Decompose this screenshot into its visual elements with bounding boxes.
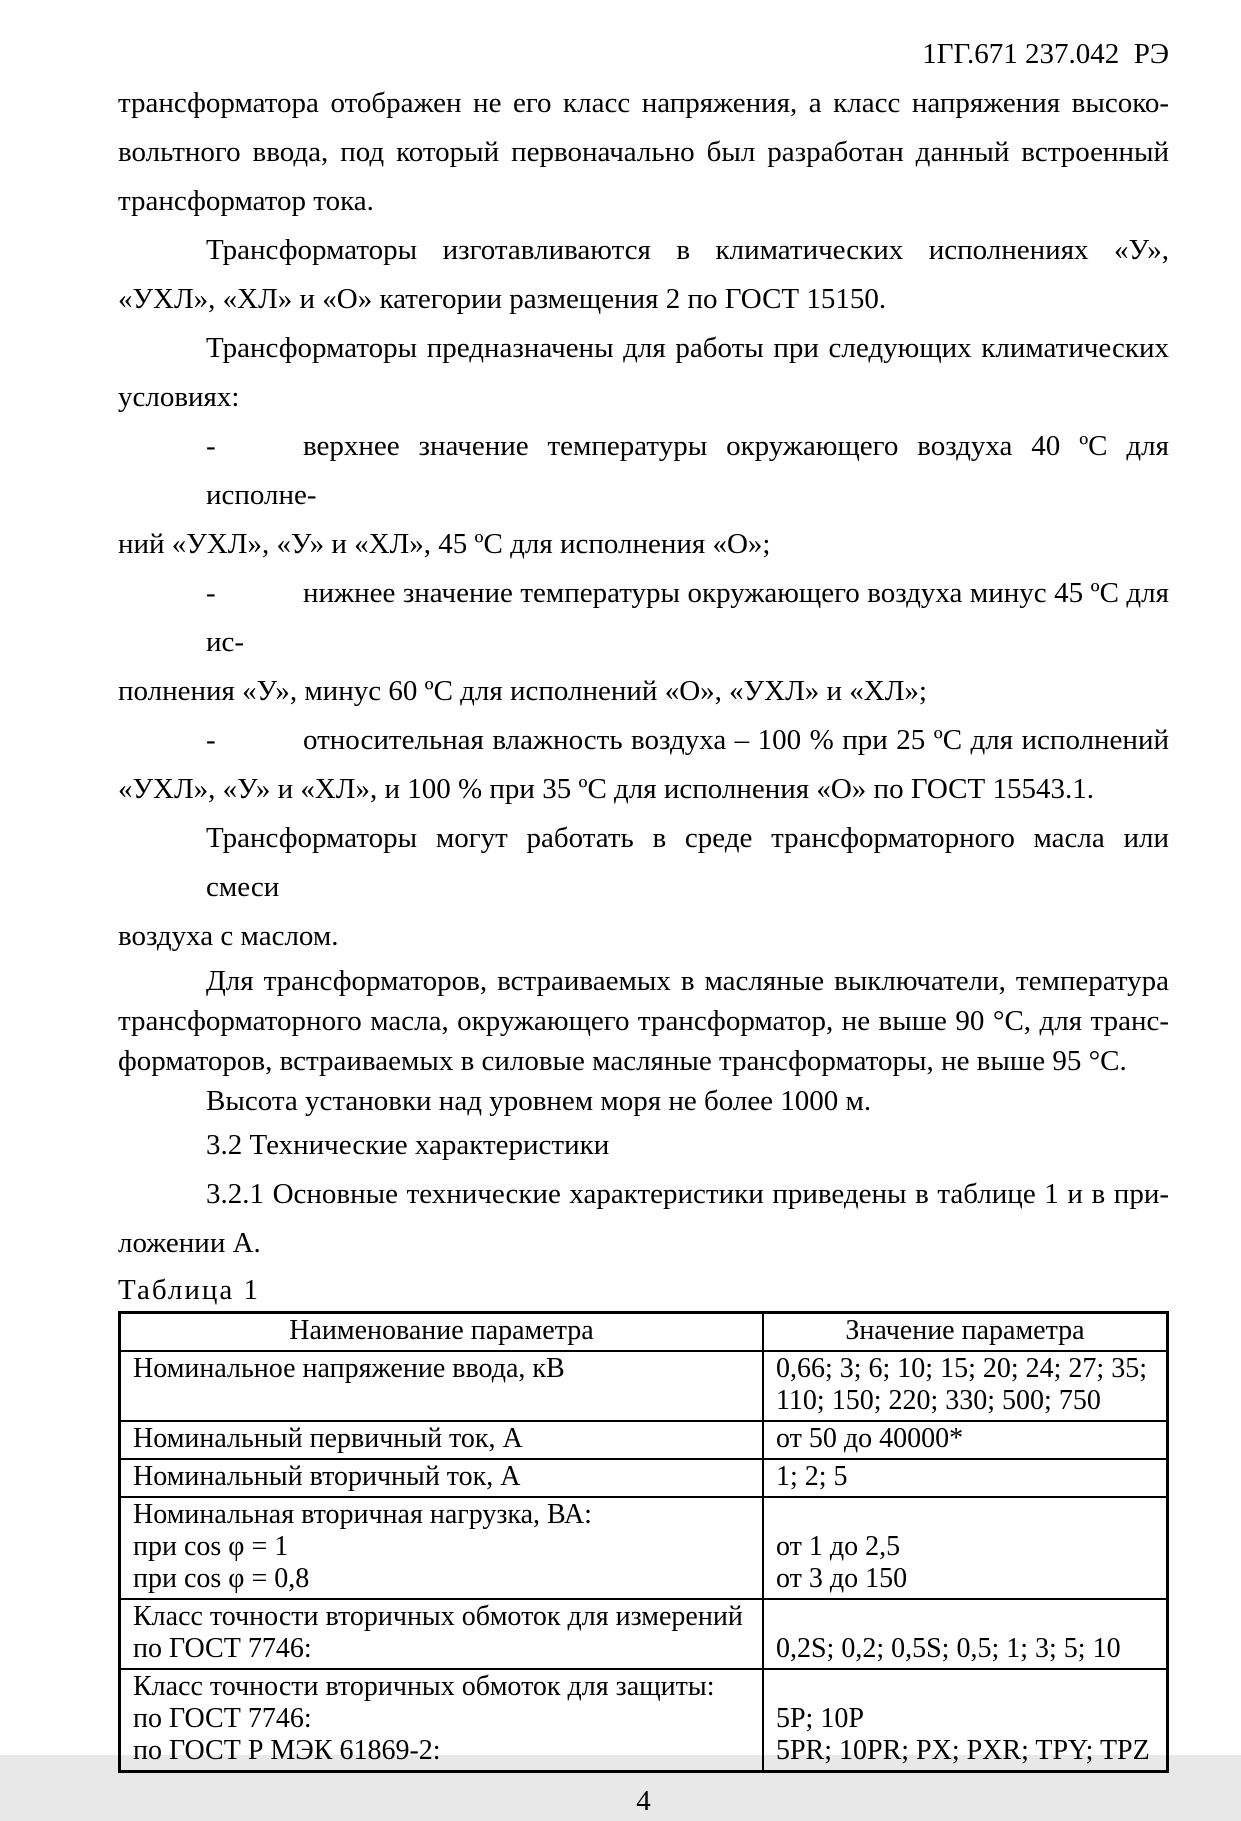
param-value-cell <box>763 1421 1168 1459</box>
param-name-cell <box>120 1497 763 1599</box>
param-value-header: Значение параметра <box>763 1313 1168 1352</box>
table-row <box>120 1421 1168 1459</box>
cell-line: 0,66; 3; 6; 10; 15; 20; 24; 27; 35; <box>775 1353 1147 1384</box>
param-name-header: Наименование параметра <box>120 1313 763 1352</box>
param-value-cell <box>763 1459 1168 1497</box>
cell-line <box>776 1601 1154 1633</box>
table-row <box>120 1459 1168 1497</box>
page-number: 4 <box>636 1785 651 1817</box>
paragraph <box>118 1121 1169 1170</box>
paragraph <box>118 569 1169 716</box>
cell-line: по ГОСТ 7746: <box>133 1633 312 1664</box>
cell-line: по ГОСТ 7746: <box>133 1703 312 1734</box>
list-dash: - <box>206 430 216 462</box>
paragraph-line: ложении А. <box>118 1227 261 1259</box>
param-value-cell <box>763 1497 1168 1599</box>
cell-line <box>776 1499 1154 1531</box>
paragraph-line: Трансформаторы предназначены для работы при следующих климатических <box>206 332 1169 364</box>
param-name-cell <box>120 1421 763 1459</box>
paragraph-line: - относительная влажность воздуха – 100 % при 25 ºС для исполнений <box>118 716 1169 765</box>
body-text <box>118 79 1169 1268</box>
table-caption: Таблица 1 <box>118 1274 261 1306</box>
table-row <box>120 1599 1168 1669</box>
paragraph-line: вольтного ввода, под который первоначально был разработан данный встроенный <box>118 136 1169 168</box>
cell-line: Класс точности вторичных обмоток для измерений <box>133 1601 743 1632</box>
cell-line: от 1 до 2,5 <box>775 1531 901 1562</box>
paragraph <box>118 716 1169 814</box>
paragraph-line: «УХЛ», «У» и «ХЛ», и 100 % при 35 ºС для исполнения «О» по ГОСТ 15543.1. <box>118 773 1094 805</box>
paragraph-line: форматоров, встраиваемых в силовые масляные трансформаторы, не выше 95 °С. <box>118 1045 1127 1077</box>
paragraph-line: 3.2.1 Основные технические характеристики приведены в таблице 1 и в при- <box>206 1178 1169 1210</box>
cell-line: Номинальный первичный ток, А <box>133 1423 523 1454</box>
cell-line: при cos φ = 1 <box>133 1531 289 1562</box>
paragraph-line: 3.2 Технические характеристики <box>206 1129 610 1161</box>
table-header-row <box>120 1313 1168 1352</box>
table-row <box>120 1497 1168 1599</box>
paragraph-line: ний «УХЛ», «У» и «ХЛ», 45 ºС для исполнения «О»; <box>118 528 771 560</box>
paragraph <box>118 1170 1169 1268</box>
cell-line: от 3 до 150 <box>775 1563 908 1594</box>
list-dash: - <box>206 577 216 609</box>
paragraph <box>118 79 1169 226</box>
param-value-cell <box>763 1669 1168 1772</box>
paragraph-line: воздуха с маслом. <box>118 920 339 952</box>
paragraph <box>118 1081 1169 1121</box>
paragraph-line: - нижнее значение температуры окружающего воздуха минус 45 ºС для ис- <box>118 569 1169 667</box>
cell-line: Номинальное напряжение ввода, кВ <box>133 1353 565 1384</box>
paragraph-line: Трансформаторы изготавливаются в климатических исполнениях «У», <box>206 234 1169 266</box>
cell-line: при cos φ = 0,8 <box>133 1563 310 1594</box>
table-row <box>120 1351 1168 1421</box>
paragraph-line: условиях: <box>118 381 240 413</box>
param-value-cell <box>763 1351 1168 1421</box>
param-name-cell <box>120 1599 763 1669</box>
paragraph-line: полнения «У», минус 60 ºС для исполнений «О», «УХЛ» и «ХЛ»; <box>118 675 927 707</box>
param-name-cell <box>120 1669 763 1772</box>
list-dash: - <box>206 724 216 756</box>
paragraph-line: Для трансформаторов, встраиваемых в масляные выключатели, температура <box>206 965 1169 997</box>
paragraph-line: - верхнее значение температуры окружающего воздуха 40 ºС для исполне- <box>118 422 1169 520</box>
param-name-cell <box>120 1459 763 1497</box>
cell-line: 0,2S; 0,2; 0,5S; 0,5; 1; 3; 5; 10 <box>775 1633 1121 1664</box>
parameters-table <box>118 1311 1169 1773</box>
paragraph <box>118 422 1169 569</box>
paragraph <box>118 961 1169 1081</box>
param-name-cell <box>120 1351 763 1421</box>
paragraph <box>118 226 1169 324</box>
paragraph-line: Трансформаторы могут работать в среде трансформаторного масла или смеси <box>206 822 1169 903</box>
cell-line: 5PR; 10PR; PX; PXR; TPY; TPZ <box>775 1735 1150 1766</box>
paragraph <box>118 324 1169 422</box>
paragraph-line: трансформатор тока. <box>118 185 374 217</box>
paragraph <box>118 814 1169 961</box>
cell-line: Номинальный вторичный ток, А <box>133 1461 521 1492</box>
paragraph-line: «УХЛ», «ХЛ» и «О» категории размещения 2 по ГОСТ 15150. <box>118 283 887 315</box>
cell-line: 5P; 10P <box>775 1703 864 1734</box>
cell-line: по ГОСТ Р МЭК 61869-2: <box>133 1735 441 1766</box>
paragraph-line: трансформаторного масла, окружающего трансформатор, не выше 90 °С, для транс- <box>118 1005 1169 1037</box>
paragraph-line: Высота установки над уровнем моря не более 1000 м. <box>206 1085 872 1117</box>
cell-line <box>776 1671 1154 1703</box>
cell-line: от 50 до 40000* <box>775 1423 964 1454</box>
cell-line: Номинальная вторичная нагрузка, ВА: <box>133 1499 592 1530</box>
table-row <box>120 1669 1168 1772</box>
doc-code: 1ГГ.671 237.042 РЭ <box>922 38 1169 70</box>
paragraph-line: трансформатора отображен не его класс напряжения, а класс напряжения высоко- <box>118 87 1169 119</box>
param-value-cell <box>763 1599 1168 1669</box>
cell-line: 110; 150; 220; 330; 500; 750 <box>775 1385 1101 1416</box>
cell-line: 1; 2; 5 <box>775 1461 848 1492</box>
cell-line: Класс точности вторичных обмоток для защиты: <box>133 1671 715 1702</box>
